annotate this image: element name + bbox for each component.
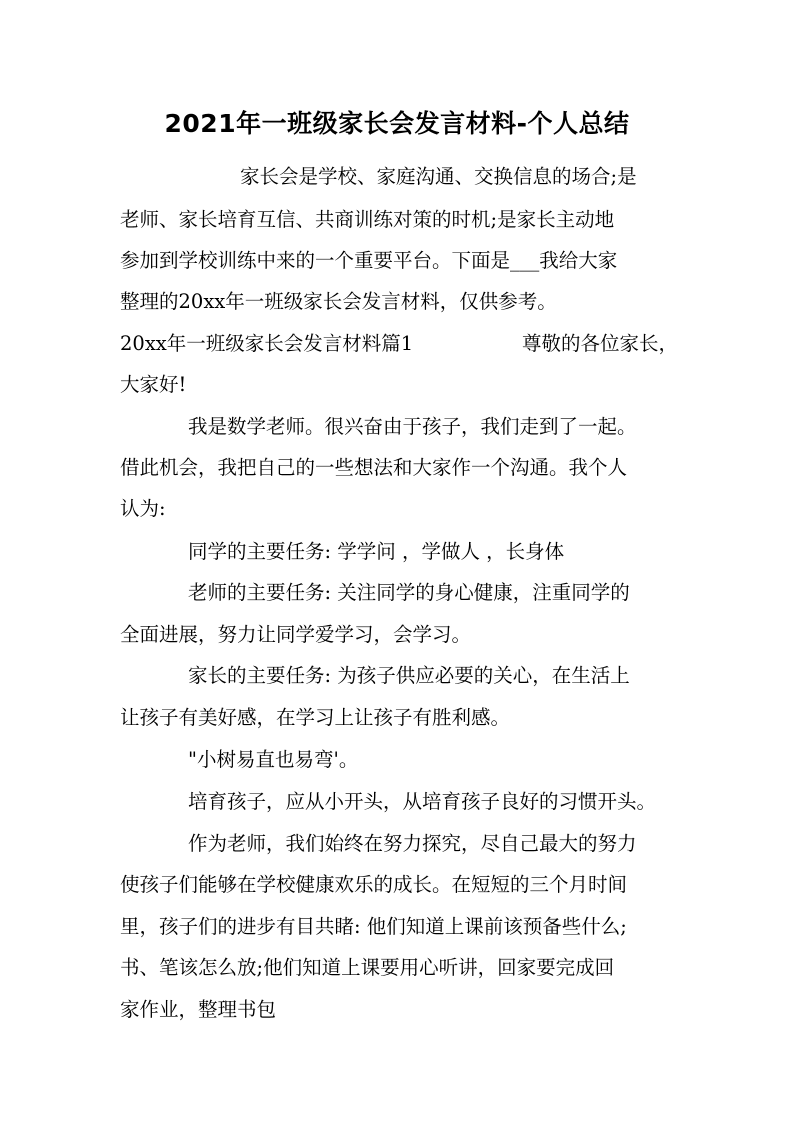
paragraph-line: 借此机会，我把自己的一些想法和大家作一个沟通。我个人 xyxy=(120,456,628,479)
paragraph-line: 使孩子们能够在学校健康欢乐的成长。在短短的三个月时间 xyxy=(120,873,628,896)
paragraph-line: 里，孩子们的进步有目共睹: 他们知道上课前该预备些什么; xyxy=(120,915,627,938)
paragraph-line: 家长的主要任务: 为孩子供应必要的关心，在生活上 xyxy=(188,664,630,687)
paragraph-line: "小树易直也易弯'。 xyxy=(188,748,359,771)
paragraph-line: 认为: xyxy=(120,497,166,520)
paragraph-line: 家长会是学校、家庭沟通、交换信息的场合;是 xyxy=(240,165,637,188)
greeting: 大家好! xyxy=(120,373,187,396)
paragraph-line: 书、笔该怎么放;他们知道上课要用心听讲，回家要完成回 xyxy=(120,956,615,979)
paragraph-line: 整理的20xx年一班级家长会发言材料，仅供参考。 xyxy=(120,290,557,313)
paragraph-line: 老师、家长培育互信、共商训练对策的时机;是家长主动地 xyxy=(120,208,615,231)
paragraph-line: 培育孩子，应从小开头，从培育孩子良好的习惯开头。 xyxy=(188,790,657,813)
paragraph-line: 让孩子有美好感，在学习上让孩子有胜利感。 xyxy=(120,706,511,729)
paragraph-line: 我是数学老师。很兴奋由于孩子，我们走到了一起。 xyxy=(188,415,637,438)
section-heading: 20xx年一班级家长会发言材料篇1 xyxy=(120,332,414,355)
paragraph-line: 全面进展，努力让同学爱学习，会学习。 xyxy=(120,623,472,646)
paragraph-line: 作为老师，我们始终在努力探究，尽自己最大的努力 xyxy=(188,832,637,855)
salutation: 尊敬的各位家长， xyxy=(522,332,679,355)
paragraph-line: 老师的主要任务: 关注同学的身心健康，注重同学的 xyxy=(188,581,630,604)
paragraph-line: 家作业，整理书包 xyxy=(120,998,277,1021)
paragraph-line: 同学的主要任务: 学学问 ，学做人 ，长身体 xyxy=(188,540,565,563)
page-title: 2021年一班级家长会发言材料-个人总结 xyxy=(164,109,630,138)
paragraph-line: 参加到学校训练中来的一个重要平台。下面是___我给大家 xyxy=(120,249,618,272)
